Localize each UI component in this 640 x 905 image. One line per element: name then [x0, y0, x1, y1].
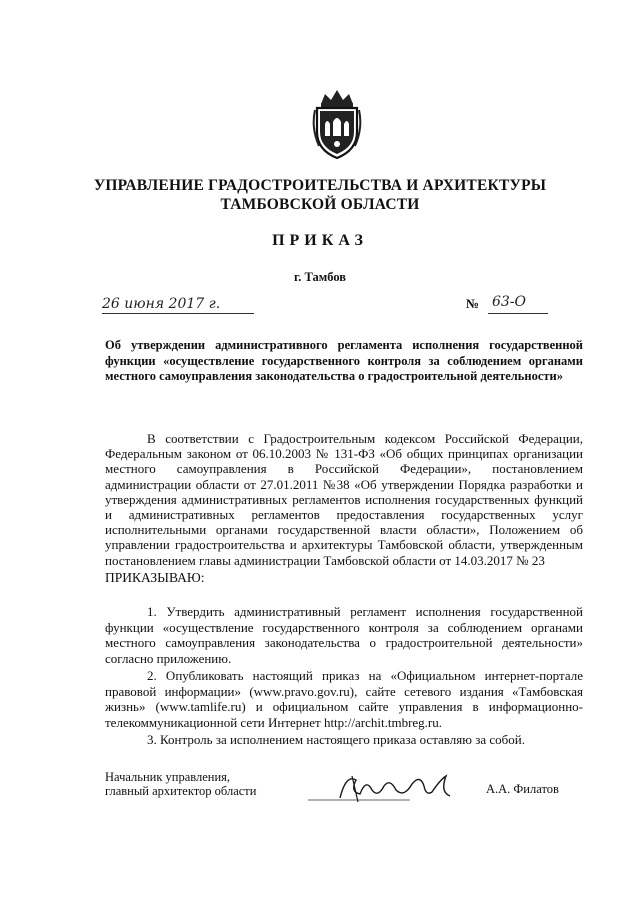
preamble-paragraph: В соответствии с Градостроительным кодексом Российской Федерации, Федеральным законом от 06.10.2003 № 131-ФЗ «Об общих принципах организации местного самоуправления в Российской Федерации», постановлением администрации области от 27.01.2011 №38 «Об утверждении Порядка разработки и утверждения административных регламентов исполнения государственных функций и административных регламентов предоставления государственных услуг исполнительными органами государственной власти области», Положением об управлении градостроительства и архитектуры Тамбовской области, утвержденным постановлением главы администрации Тамбовской области от 14.03.2017 № 23	[105, 431, 583, 568]
coat-of-arms-emblem	[311, 88, 363, 160]
date-handwritten: 26 июня 2017 г.	[102, 296, 221, 312]
signatory-position-line1: Начальник управления,	[105, 770, 231, 784]
order-item-2: 2. Опубликовать настоящий приказ на «Официальном интернет-портале правовой информации» (www.pravo.gov.ru), сайте сетевого издания «Тамбовская жизнь» (www.tamlife.ru) и официальном сайте управления в информационно-телекоммуникационной сети Интернет http://archit.tmbreg.ru.	[105, 668, 583, 730]
organization-name-line1: УПРАВЛЕНИЕ ГРАДОСТРОИТЕЛЬСТВА И АРХИТЕКТУРЫ	[93, 177, 547, 194]
date-underline	[102, 313, 254, 314]
number-handwritten: 63-О	[492, 294, 527, 310]
signatory-name: А.А. Филатов	[486, 782, 559, 796]
handwritten-signature	[300, 768, 480, 808]
order-word: ПРИКАЗЫВАЮ:	[105, 570, 205, 585]
document-type: ПРИКАЗ	[272, 232, 368, 249]
organization-name-line2: ТАМБОВСКОЙ ОБЛАСТИ	[220, 196, 420, 213]
number-label: №	[466, 296, 480, 311]
order-item-1: 1. Утвердить административный регламент исполнения государственной функции «осуществление государственного контроля за соблюдением органами местного самоуправления законодательства о градостроительной деятельности» согласно приложению.	[105, 604, 583, 666]
signatory-position-line2: главный архитектор области	[105, 784, 257, 798]
order-subject: Об утверждении административного регламента исполнения государственной функции «осуществление государственного контроля за соблюдением органами местного самоуправления законодательства о градостроительной деятельности»	[105, 338, 583, 383]
number-underline	[488, 313, 548, 314]
order-item-3: 3. Контроль за исполнением настоящего приказа оставляю за собой.	[147, 732, 525, 747]
city: г. Тамбов	[293, 270, 347, 284]
